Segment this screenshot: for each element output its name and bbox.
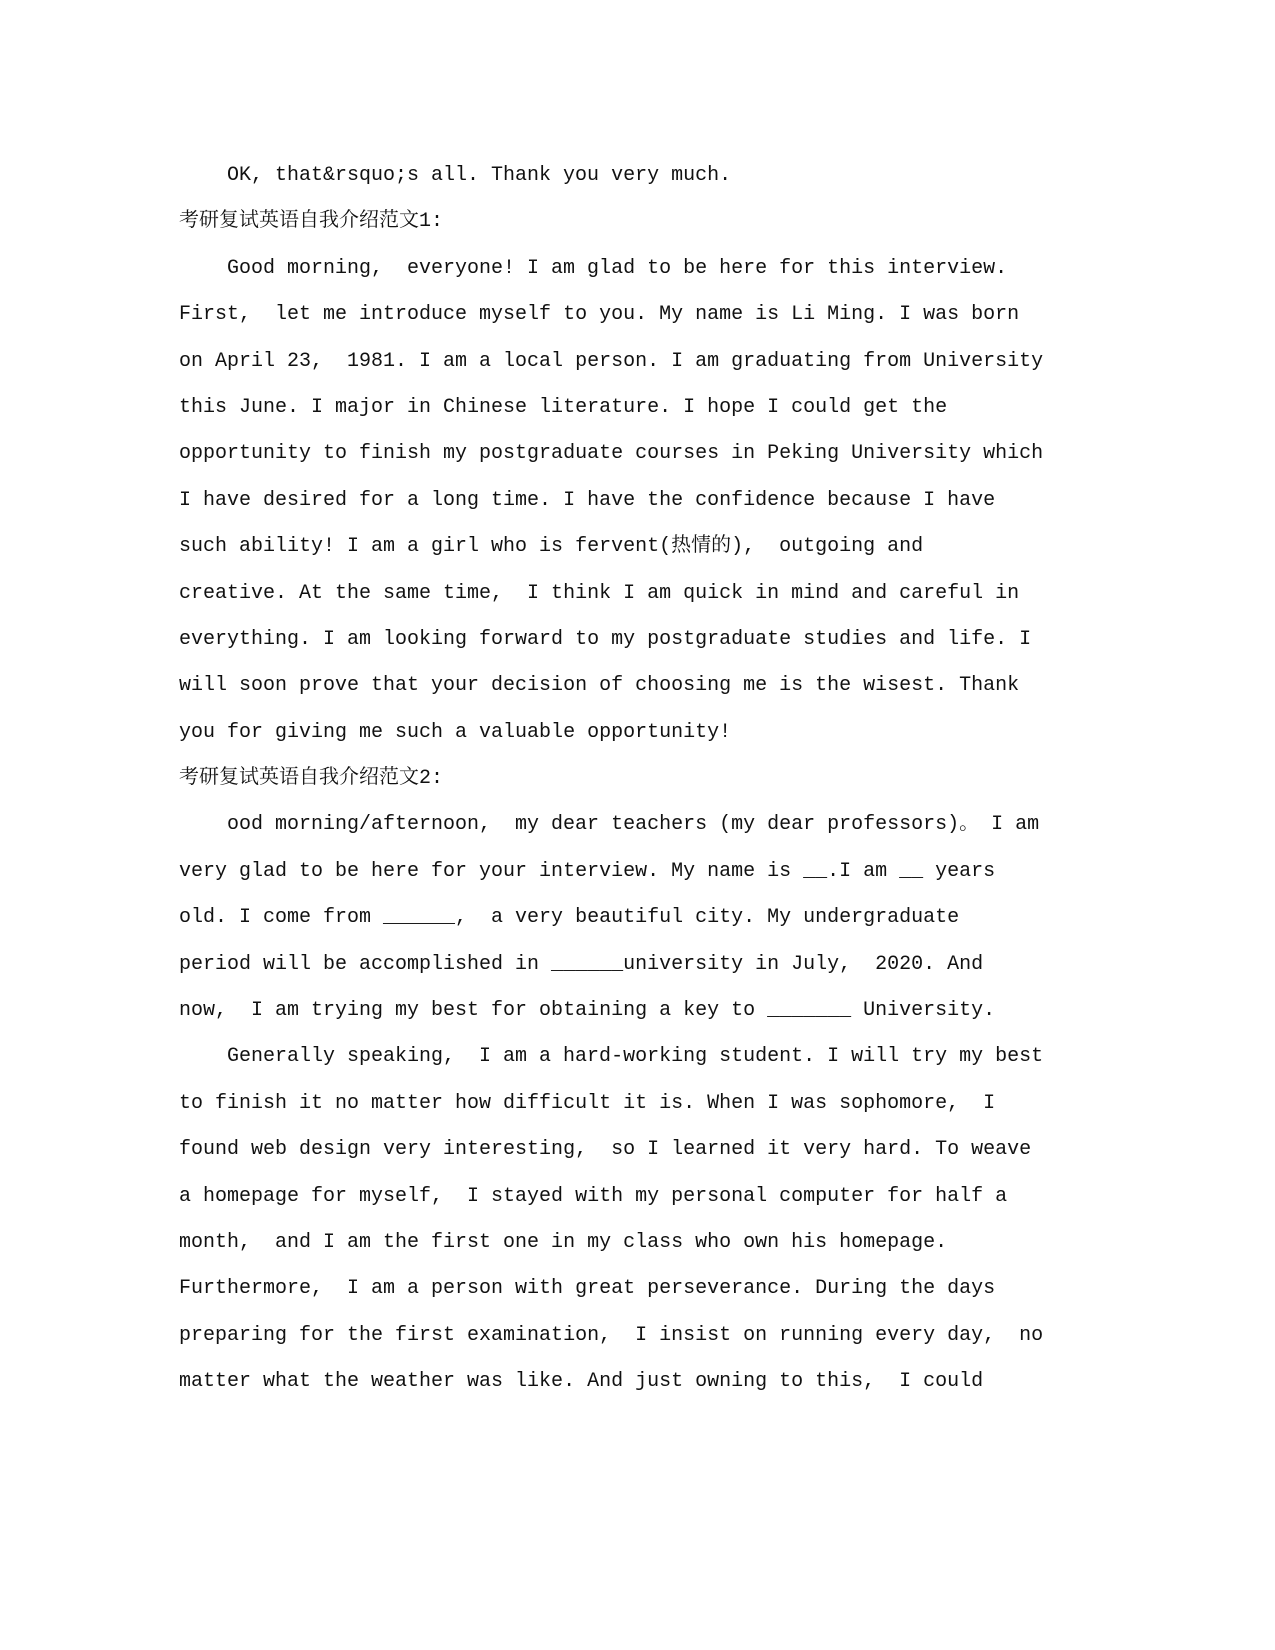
text-line: a homepage for myself, I stayed with my personal computer for half a bbox=[179, 1184, 1008, 1208]
text-line: matter what the weather was like. And just owning to this, I could bbox=[179, 1370, 984, 1394]
text-line: ood morning/afternoon, my dear teachers (my dear professors)。 I am bbox=[227, 813, 1040, 837]
text-line: OK, that&rsquo;s all. Thank you very much. bbox=[227, 164, 732, 187]
text-line: now, I am trying my best for obtaining a key to _______ University. bbox=[179, 999, 996, 1023]
text-line: Good morning, everyone! I am glad to be here for this interview. bbox=[227, 256, 1008, 280]
text-line: period will be accomplished in ______university in July, 2020. And bbox=[179, 952, 984, 976]
document-page bbox=[179, 153, 1059, 1406]
text-line: very glad to be here for your interview. My name is __.I am __ years bbox=[179, 859, 996, 883]
text-line: will soon prove that your decision of choosing me is the wisest. Thank bbox=[179, 674, 1020, 698]
text-line: opportunity to finish my postgraduate courses in Peking University which bbox=[179, 442, 1044, 466]
text-line: on April 23, 1981. I am a local person. I am graduating from University bbox=[179, 349, 1044, 373]
section-heading: 考研复试英语自我介绍范文1: bbox=[179, 210, 444, 234]
section-heading: 考研复试英语自我介绍范文2: bbox=[179, 767, 444, 791]
text-line: Generally speaking, I am a hard-working student. I will try my best bbox=[227, 1045, 1044, 1069]
text-line: First, let me introduce myself to you. My name is Li Ming. I was born bbox=[179, 303, 1020, 327]
text-line: I have desired for a long time. I have the confidence because I have bbox=[179, 488, 996, 512]
text-line: found web design very interesting, so I learned it very hard. To weave bbox=[179, 1138, 1032, 1162]
text-line: to finish it no matter how difficult it is. When I was sophomore, I bbox=[179, 1091, 996, 1115]
text-line: preparing for the first examination, I insist on running every day, no bbox=[179, 1323, 1044, 1347]
text-line: everything. I am looking forward to my postgraduate studies and life. I bbox=[179, 627, 1032, 651]
text-line: such ability! I am a girl who is fervent(热情的), outgoing and bbox=[179, 535, 924, 559]
text-line: creative. At the same time, I think I am quick in mind and careful in bbox=[179, 581, 1020, 605]
text-line: Furthermore, I am a person with great perseverance. During the days bbox=[179, 1277, 996, 1301]
text-line: this June. I major in Chinese literature. I hope I could get the bbox=[179, 395, 948, 419]
text-line: old. I come from ______, a very beautiful city. My undergraduate bbox=[179, 906, 960, 930]
text-line: month, and I am the first one in my class who own his homepage. bbox=[179, 1230, 948, 1254]
text-line: you for giving me such a valuable opportunity! bbox=[179, 720, 732, 744]
